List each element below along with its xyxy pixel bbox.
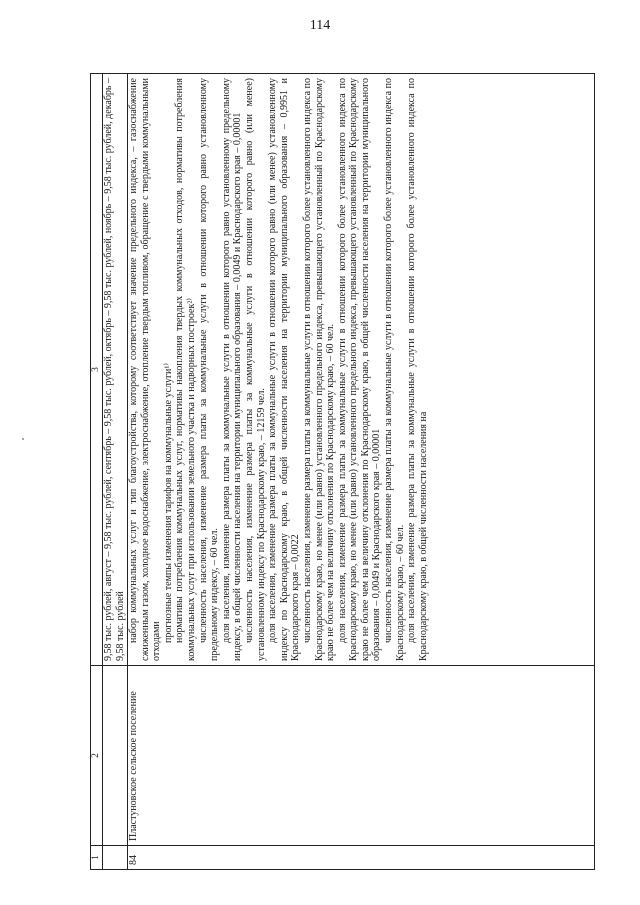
para-5: численность населения, изменение размера платы за коммунальные услуги в отношении которого равно (или менее) установленному индексу по Краснодарскому краю, – 12159 чел. <box>243 78 267 661</box>
row-number: 84 <box>128 846 595 870</box>
continued-text: 9,58 тыс. рублей, август – 9,58 тыс. рублей, сентябрь – 9,58 тыс. рублей, октябрь – 9,58 тыс. рублей, ноябрь – 9,58 тыс. рублей, декабрь – 9,58 тыс. рублей <box>103 78 126 661</box>
header-col-1: 1 <box>91 846 103 870</box>
rotated-table-wrapper <box>90 74 595 870</box>
para-8: доля населения, изменение размера платы за коммунальные услуги в отношении которого более установленного индекса по Краснодарскому краю, но менее (или равно) установленного предельного индекса, превышающего установленный по Краснодарскому краю не более чем на величину отклонения по Краснодарскому краю, в общей численности населения на территории муниципального образования – 0,0049 и Краснодарского края – 0,00001 <box>336 78 383 661</box>
continued-row-text <box>103 74 128 666</box>
scan-speck <box>22 438 24 440</box>
para-6: доля населения, изменение размера платы за коммунальные услуги в отношении которого равно (или менее) установленному индексу по Краснодарскому краю, в общей численности населения на территории муниципального образования – 0,9951 и Краснодарского края – 0,0022 <box>267 78 302 661</box>
page-number: 114 <box>309 18 331 33</box>
row-content <box>128 74 595 666</box>
para-3: численность населения, изменение размера платы за коммунальные услуги в отношении которого равно установленному предельному индексу, – 60 чел. <box>197 78 221 661</box>
para-7: численность населения, изменение размера платы за коммунальные услуги в отношении которого более установленного индекса по Краснодарскому краю, но менее (или равно) установленного предельного индекса, превышающего установленный по Краснодарскому краю не более чем на величину отклонения по Краснодарскому краю, – 60 чел. <box>301 78 337 661</box>
tariff-table <box>90 73 595 870</box>
para-10: доля населения, изменение размера платы за коммунальные услуги в отношении которого более установленного индекса по Краснодарскому краю, в общей численности населения на <box>406 78 429 661</box>
settlement-name: Пластуновское сельское поселение <box>128 666 595 846</box>
header-row <box>91 74 103 870</box>
continued-row-num <box>103 846 128 870</box>
table-row-84 <box>128 74 595 870</box>
header-col-2: 2 <box>91 666 103 846</box>
para-1: прогнозные темпы изменения тарифов на коммунальные услуги¹⁾ <box>162 363 174 643</box>
para-4: доля населения, изменение размера платы за коммунальные услуги в отношении которого равно установленному предельному индексу, в общей численности населения на территории муниципального образования – 0,0049 и Краснодарского края – 0,00001 <box>220 78 244 661</box>
header-col-3: 3 <box>91 74 103 666</box>
para-9: численность населения, изменение размера платы за коммунальные услуги в отношении которого более установленного индекса по Краснодарскому краю, – 60 чел. <box>383 78 406 661</box>
continued-row-settlement <box>103 666 128 846</box>
para-0: набор коммунальных услуг и тип благоустройства, которому соответствует значение предельного индекса, – газоснабжение сжиженным газом, холодное водоснабжение, электроснабжение, отопление твердым топливом, обращение с твердыми коммунальными отходами <box>128 78 163 661</box>
para-2: нормативы потребления коммунальных услуг, нормативы накопления твердых коммунальных отходов, нормативы потребления коммунальных услуг при использовании земельного участка и надворных построек²⁾ <box>174 78 197 661</box>
continued-row <box>103 74 128 870</box>
